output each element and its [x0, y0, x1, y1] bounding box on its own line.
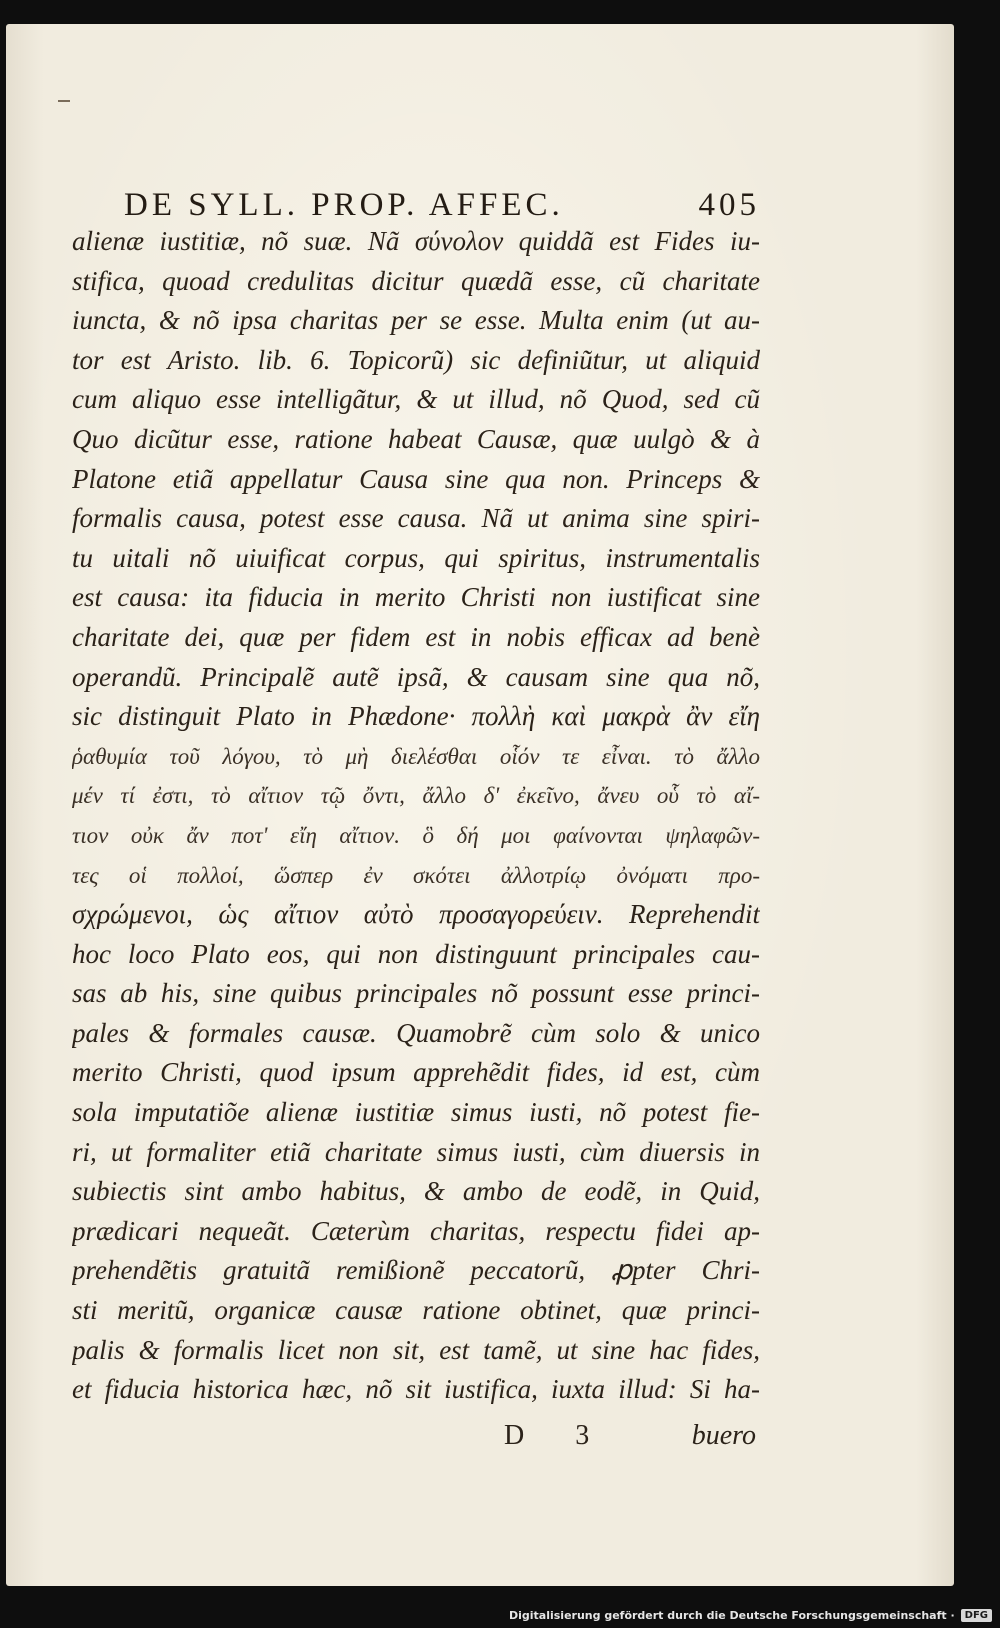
credit-text: Digitalisierung gefördert durch die Deutsche Forschungsgemeinschaft ·: [508, 1608, 955, 1622]
text-line: iuncta, & nõ ipsa charitas per se esse. Multa enim (ut au-: [72, 305, 760, 336]
book-page: [6, 24, 954, 1586]
text-line: stifica, quoad credulitas dicitur quædã esse, cũ charitate: [72, 265, 760, 296]
text-line: sas ab his, sine quibus principales nõ possunt esse princi-: [72, 978, 760, 1009]
text-line: tu uitali nõ uiuificat corpus, qui spiritus, instrumentalis: [72, 542, 760, 573]
running-title: DE SYLL. PROP. AFFEC.: [124, 186, 564, 223]
text-line: alienæ iustitiæ, nõ suæ. Nã σύνολον quiddã est Fides iu-: [72, 226, 760, 256]
page-number: 405: [698, 186, 760, 223]
margin-mark: [58, 100, 70, 102]
text-line: pales & formales causæ. Quamobrẽ cùm solo & unico: [72, 1017, 760, 1048]
text-line: σχρώμενοι, ὡς αἴτιον αὐτὸ προσαγορεύειν. Reprehendit: [72, 899, 760, 930]
text-line: sic distinguit Plato in Phædone· πολλὴ καὶ μακρὰ ἂν εἴη: [72, 701, 760, 732]
greek-line: τες οἱ πολλοί, ὥσπερ ἐν σκότει ἀλλοτρίῳ ὀνόματι προ-: [72, 862, 760, 888]
text-line: ri, ut formaliter etiã charitate simus iusti, cùm diuersis in: [72, 1136, 760, 1167]
text-line: hoc loco Plato eos, qui non distinguunt principales cau-: [72, 938, 760, 969]
running-head: [124, 184, 760, 226]
body-text: [72, 222, 760, 1410]
text-line: tor est Aristo. lib. 6. Topicorũ) sic definiũtur, ut aliquid: [72, 344, 760, 375]
text-line: est causa: ita fiducia in merito Christi non iustificat sine: [72, 582, 760, 613]
text-line: prædicari nequeãt. Cæterùm charitas, respectu fidei ap-: [72, 1215, 760, 1246]
text-line: formalis causa, potest esse causa. Nã ut anima sine spiri-: [72, 503, 760, 534]
text-line: sti meritũ, organicæ causæ ratione obtinet, quæ princi-: [72, 1295, 760, 1326]
dfg-logo-icon: DFG: [961, 1609, 992, 1622]
catchword: buero: [691, 1420, 756, 1451]
text-line: et fiducia historica hæc, nõ sit iustifica, iuxta illud: Si ha-: [72, 1374, 760, 1405]
text-line: charitate dei, quæ per fidem est in nobis efficax ad benè: [72, 621, 760, 652]
text-line: Quo dicũtur esse, ratione habeat Causæ, quæ uulgò & à: [72, 423, 760, 454]
signature-mark: D 3: [504, 1420, 612, 1451]
greek-line: μέν τί ἐστι, τὸ αἴτιον τῷ ὄντι, ἄλλο δ' ἐκεῖνο, ἄνευ οὗ τὸ αἴ-: [72, 783, 760, 809]
greek-line: ῥαθυμία τοῦ λόγου, τὸ μὴ διελέσθαι οἷόν τε εἶναι. τὸ ἄλλο: [72, 743, 760, 769]
text-line: subiectis sint ambo habitus, & ambo de eodẽ, in Quid,: [72, 1176, 760, 1207]
text-line: merito Christi, quod ipsum apprehẽdit fides, id est, cùm: [72, 1057, 760, 1088]
text-line: operandũ. Principalẽ autẽ ipsã, & causam sine qua nõ,: [72, 661, 760, 692]
page-footer: [72, 1420, 760, 1460]
text-line: cum aliquo esse intelligãtur, & ut illud, nõ Quod, sed cũ: [72, 384, 760, 415]
text-line: Platone etiã appellatur Causa sine qua non. Princeps &: [72, 463, 760, 494]
text-line: palis & formalis licet non sit, est tamẽ, ut sine hac fides,: [72, 1334, 760, 1365]
digitization-credit: [509, 1604, 992, 1626]
text-line: prehendẽtis gratuitã remißionẽ peccatorũ, ꝓpter Chri-: [72, 1255, 760, 1286]
greek-line: τιον οὐκ ἄν ποτ' εἴη αἴτιον. ὃ δή μοι φαίνονται ψηλαφῶν-: [72, 822, 760, 848]
text-line: sola imputatiõe alienæ iustitiæ simus iusti, nõ potest fie-: [72, 1097, 760, 1128]
